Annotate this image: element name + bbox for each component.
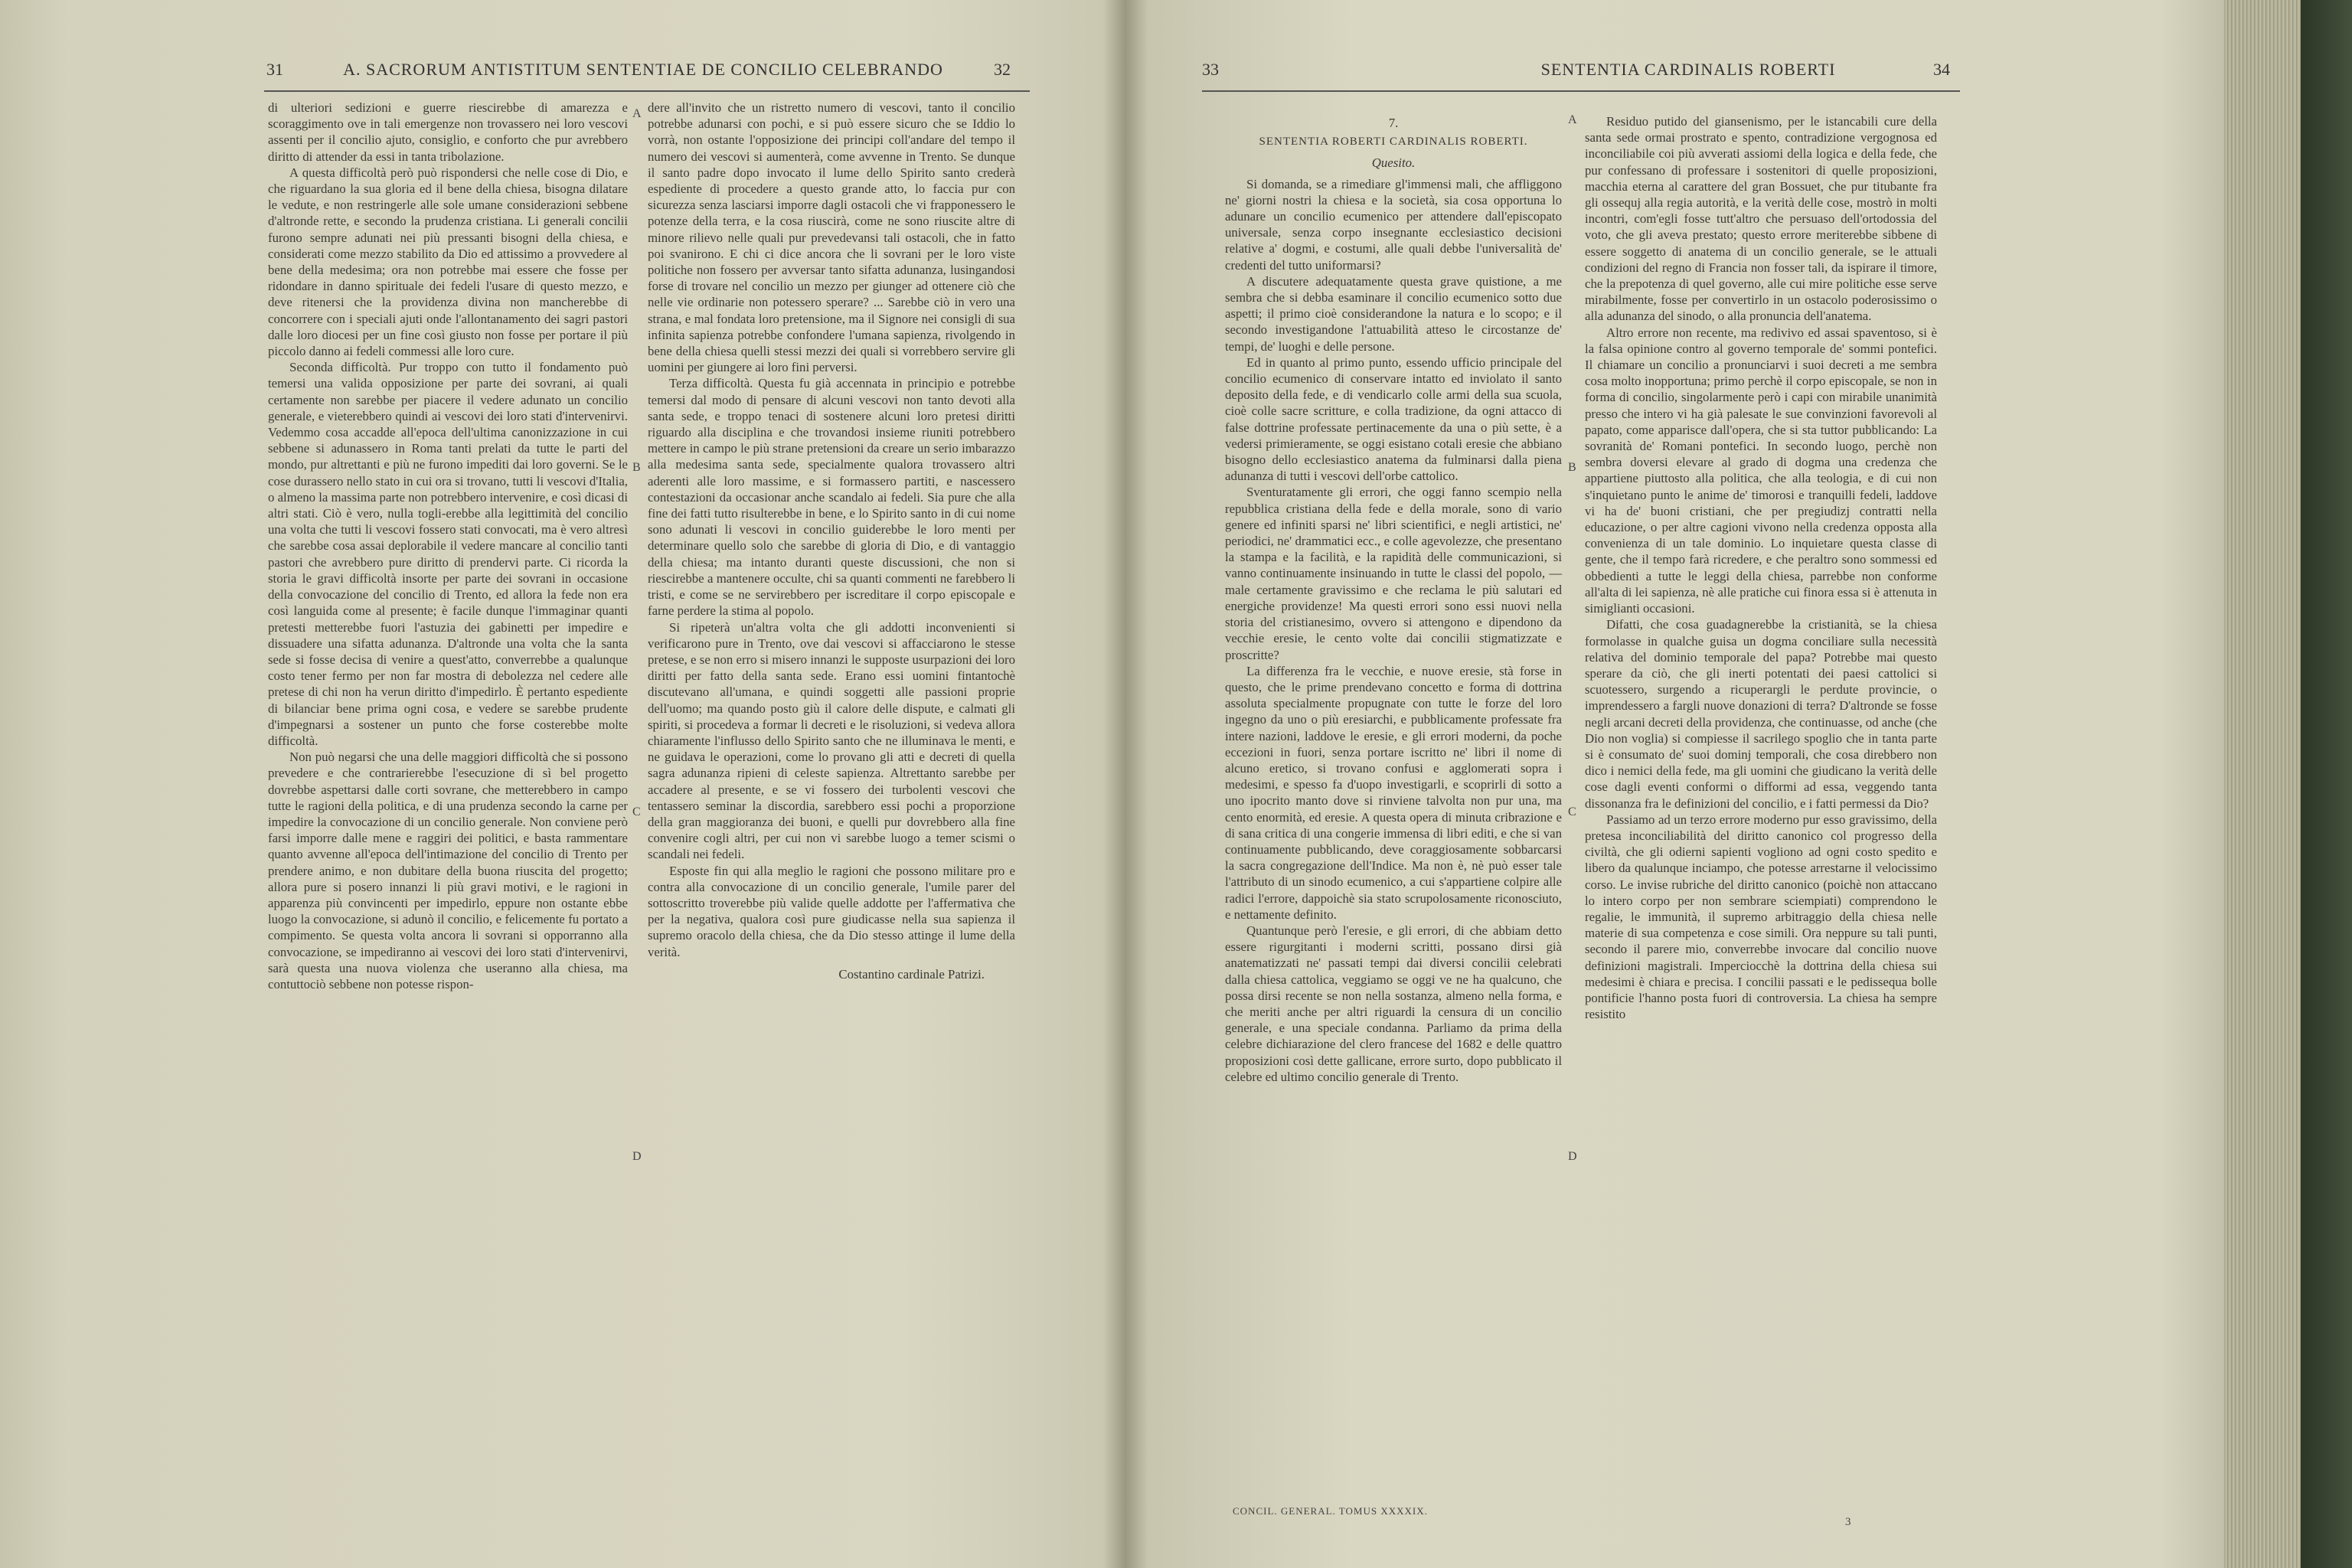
paragraph: Si domanda, se a rimediare gl'immensi mali, che affliggono ne' giorni nostri la chiesa e la società, sia cosa opportuna lo adunare un concilio ecumenico per attendere dall'episcopato universale, senza corpo insegnante ecclesiastico decisioni relative a' dogmi, e costumi, alle quali debbe l'universalità de' credenti del tutto uniformarsi?: [1225, 176, 1562, 273]
margin-letter: C: [632, 805, 641, 818]
header-rule: [264, 90, 1030, 92]
paragraph: Seconda difficoltà. Pur troppo con tutto il fondamento può temersi una valida opposizione per parte dei sovrani, ai quali certamente non sarebbe per piacere il vedere adunato un concilio generale, e vieterebbero quindi ai vescovi dei loro stati d'intervenirvi. Vedemmo cosa accadde all'epoca dell'ultima canonizzazione in cui sebbene si adunassero in Roma tanti prelati da tutte le parti del mondo, pur altrettanti e più ne furono impediti dai loro governi. Se le cose durassero nello stato in cui ora si trovano, tutti li vescovi d'Italia, o almeno la massima parte non potrebbero intervenire, e così dicasi di altri stati. Ciò è vero, nulla togli-erebbe alla legittimità del concilio una volta che tutti li vescovi fossero stati convocati, ma è vero altresì che sarebbe cosa assai deplorabile il vedere mancare al concilio tanti pastori che avrebbero pure diritto di prendervi parte. Ci ricorda la storia le gravi difficoltà insorte per parte dei sovrani in occasione della convocazione del concilio di Trento, ed allora la fede non era così languida come al presente; è facile dunque l'immaginar quanti pretesti metterebbe fuori l'astuzia dei gabinetti per impedire e dissuadere una sifatta adunanza. D'altronde una volta che la santa sede si fosse decisa di venire a quest'atto, converrebbe a qualunque costo tener fermo per non far mostra di debolezza nel cedere alle pretese di chi non ha verun diritto d'impedirlo. È pertanto espediente di bilanciar bene prima ogni cosa, e vedere se sarebbe prudente d'impegnarsi a sostener un punto che forse costerebbe molte difficoltà.: [268, 360, 628, 748]
background-surface: [2301, 0, 2352, 1568]
gathering-number: 3: [1845, 1516, 1852, 1528]
paragraph: Sventuratamente gli errori, che oggi fanno scempio nella repubblica cristiana della fede e della morale, sono di vario genere ed infiniti sparsi ne' libri scientifici, e negli artistici, ne' periodici, ne' drammatici ecc., e colle agevolezze, che presentano la stampa e la facilità, e la rapidità delle communicazioni, si vanno continuamente insinuando in tutte le classi del popolo, — male certamente gravissimo e che reclama le più salutari ed energiche providenze! Ma questi errori sono essi nuovi nella storia del cristianesimo, ovvero si attengono e dipendono da vecchie eresie, le cento volte dai concilii stigmatizzate e proscritte?: [1225, 485, 1562, 662]
footer-signature-mark: CONCIL. GENERAL. TOMUS XXXXIX.: [1233, 1505, 1428, 1517]
signature: Costantino cardinale Patrizi.: [838, 966, 985, 982]
paragraph: A questa difficoltà però può rispondersi che nelle cose di Dio, e che riguardano la sua gloria ed il bene della chiesa, bisogna dilatare le vedute, e non restringerle alle sole umane considerazioni sebbene d'altronde rette, e secondo la prudenza cristiana. Li generali concilii furono sempre adunati nei più pressanti bisogni della chiesa, e considerati come mezzo stabilito da Dio ed attissimo a provvedere al bene della medesima; ora non potrebbe mai essere che fosse per ridondare in danno spirituale dei fedeli l'usare di questo mezzo, e deve ritenersi che la providenza divina non mancherebbe di concorrere con i speciali ajuti onde l'allontanamento dei sagri pastori dalle loro diocesi per un fine così giusto non fosse per portare il più piccolo danno ai fedeli commessi alle loro cure.: [268, 165, 628, 359]
section-number: 7.: [1388, 116, 1399, 130]
paragraph: Difatti, che cosa guadagnerebbe la cristianità, se la chiesa formolasse in qualche guisa un dogma conciliare sulla necessità relativa del dominio temporale del papa? Potrebbe mai questo sperare da ciò, che gli inerti potentati dei paesi cattolici si scuotessero, surgendo a ricuperargli le perdute provincie, o imprendessero a fargli nuove donazioni di terra? D'altronde se fosse negli arcani decreti della providenza, che continuasse, od anche (che Dio non voglia) si compiesse il sacrilego spoglio che in tanta parte si è consumato de' suoi dominj temporali, che cosa direbbero non dico i nemici della fede, ma gli uomini che giudicano la verità delle cose dagli eventi conformi o difformi ad essa, veggendo tanta dissonanza fra le definizioni del concilio, e i fatti permessi da Dio?: [1585, 617, 1937, 811]
paragraph: Terza difficoltà. Questa fu già accennata in principio e potrebbe temersi dal modo di pensare di alcuni vescovi non tanto devoti alla santa sede, e troppo tenaci di sostenere alcuni loro pretesi diritti riguardo alla disciplina e che trovandosi insieme riuniti potrebbero mettere in campo le più strane pretensioni da creare un serio imbarazzo alla medesima santa sede, specialmente qualora trovassero altri aderenti alle loro massime, e si formassero partiti, e nascessero contestazioni da occasionar anche scandalo ai fedeli. Sia pure che alla fine dei fatti tutto risulterebbe in bene, e lo Spirito santo in di cui nome sono adunati li vescovi in concilio guiderebbe le loro menti per determinare quello solo che sarebbe di gloria di Dio, e di vantaggio della chiesa; ma intanto duranti queste discussioni, che non si riescirebbe a mantenere occulte, chi sa quanti commenti ne farebbero li tristi, e come se ne servirebbero per iscreditare il corpo episcopale e farne perdere la stima al popolo.: [648, 376, 1015, 619]
text-column-right: [648, 100, 1015, 982]
page-number: 32: [994, 60, 1011, 79]
text-column-left: [1225, 115, 1562, 1085]
running-title: SENTENTIA CARDINALIS ROBERTI: [1540, 60, 1836, 79]
header-rule: [1202, 90, 1960, 92]
left-page-header: [0, 60, 1102, 90]
paragraph: Non può negarsi che una delle maggiori difficoltà che si possono prevedere e che contrarierebbe l'esecuzione di sì bel progetto dovrebbe aspettarsi dalle corti sovrane, che metterebbero in campo tutte le ragioni della politica, e di una prudenza secondo la carne per impedire la convocazione di un concilio generale. Non conviene però farsi imporre dalle mene e raggiri dei politici, e basta rammentare quanto avvenne all'epoca dell'intimazione del concilio di Trento per prendere animo, e non dubitare della buona riuscita del progetto; allora pure si posero innanzi li più gravi motivi, e le ragioni in apparenza più convincenti per impedirlo, eppure non ostante ebbe luogo la convocazione, si adunò il concilio, e felicemente fu portato a compimento. Se questa volta ancora li sovrani si opporranno alla convocazione, se impediranno ai vescovi dei loro stati d'intervenirvi, sarà questa una nuova violenza che useranno alla chiesa, ma contuttociò sebbene non potesse rispon-: [268, 750, 628, 991]
quaesito-heading: Quesito.: [1371, 155, 1416, 171]
page-number: 33: [1202, 60, 1219, 79]
paragraph: Passiamo ad un terzo errore moderno pur esso gravissimo, della pretesa inconciliabilità del diritto canonico col progresso della civiltà, che gli odierni sapienti vogliono ad ogni costo spedito e libero da qualunque inciampo, che potesse arrestarne il velocissimo corso. Le invise rubriche del diritto canonico (poichè non attaccano lo intero corpo per non sembrare sciempiati) comprendono le regalie, le immunità, il supremo arbitraggio della chiesa nelle materie di sua competenza e cose simili. Ora neppure su tali punti, secondo il parere mio, converrebbe invocare dal concilio nuove definizioni magistrali. Imperciocchè la dottrina della chiesa sui medesimi è chiara e precisa. I concilii passati e le pedissequa bolle pontificie l'hanno posta fuori di controversia. La chiesa ha sempre resistito: [1585, 812, 1937, 1022]
paragraph: Esposte fin qui alla meglio le ragioni che possono militare pro e contra alla convocazione di un concilio generale, l'umile parer del sottoscritto troverebbe più valide quelle addotte per l'affermativa che per la negativa, qualora così pure giudicasse nella sua sapienza il supremo oracolo della chiesa, che da Dio stesso attinge il lume della verità.: [648, 863, 1015, 959]
running-title: A. SACRORUM ANTISTITUM SENTENTIAE DE CONCILIO CELEBRANDO: [343, 60, 943, 79]
margin-letter: B: [1568, 461, 1576, 474]
paragraph: A discutere adequatamente questa grave quistione, a me sembra che si debba esaminare il concilio ecumenico sotto due aspetti; il primo cioè considerandone la natura e lo scopo; e il secondo investigandone l'attuabilità atteso le circostanze de' tempi, de' luoghi e delle persone.: [1225, 273, 1562, 354]
margin-letter: D: [632, 1150, 642, 1163]
text-column-right: [1585, 113, 1937, 1022]
paragraph: Ed in quanto al primo punto, essendo ufficio principale del concilio ecumenico di conservare intatto ed inviolato il santo deposito della fede, e di vendicarlo colle armi della sua scuola, cioè colle sacre scritture, e colla tradizione, da ogni attacco di false dottrine professate pertinacemente da una o più sette, è a vedersi primieramente, se oggi esistano cotali eresie che abbiano bisogno dello ecclesiastico anatema da fulminarsi dalla piena adunanza di tutti i vescovi dell'orbe cattolico.: [1225, 354, 1562, 484]
paragraph: Residuo putido del giansenismo, per le istancabili cure della santa sede ormai prostrato e spento, contradizione vergognosa ed inconciliabile coi più avverati assiomi della logica e della fede, che pur confessano di professare i sostenitori di quelle proposizioni, macchia eterna al carattere del gran Bossuet, che pur titubante fra gli ossequj alla regia autorità, e la verità delle cose, mostrò in molti incontri, com'egli fosse tutt'altro che persuaso dell'ortodossia del voto, che gli aveva prestato; questo errore meriterebbe sibbene di essere soggetto di anatema di un concilio generale, se le attuali condizioni del regno di Francia non fosser tali, da ispirare il timore, che la prepotenza di quel governo, alle cui mire politiche esse serve mirabilmente, fosse per convertirlo in un ostacolo poderosissimo o alla adunanza del sinodo, o alla pronuncia dell'anatema.: [1585, 114, 1937, 324]
page-number: 34: [1933, 60, 1950, 79]
left-page: [0, 0, 1102, 1568]
paragraph: Quantunque però l'eresie, e gli errori, di che abbiam detto essere rigurgitanti i moderni scritti, possano dirsi già anatematizzati ne' passati tempi dai diversi concilii celebrati dalla chiesa cattolica, veggiamo se oggi ve ne ha qualcuno, che possa dirsi recente se non nella sostanza, almeno nella forma, e che meriti anche per altri riguardi la censura di un concilio generale, e una speciale condanna. Parliamo da prima della celebre dichiarazione del clero francese del 1682 e delle quattro proposizioni così dette gallicane, errore surto, dopo pubblicato il celebre ed ultimo concilio generale di Trento.: [1225, 923, 1562, 1084]
right-page-header: [1148, 60, 2228, 90]
margin-letter: C: [1568, 805, 1576, 818]
right-page: [1148, 0, 2228, 1568]
paragraph: Si ripeterà un'altra volta che gli addotti inconvenienti si verificarono pure in Trento, ove dai vescovi si affacciarono le stesse pretese, e se non erro si misero innanzi le supposte usurpazioni dei loro diritti per fatto della santa sede. Erano essi uomini fintantochè discutevano all'umana, e quindi soggetti alle passioni proprie dell'uomo; ma quando posto giù il calore delle dispute, e calmati gli spiriti, si procedeva a formar li decreti e le risoluzioni, si vedeva allora chiaramente l'influsso dello Spirito santo che ne illuminava le menti, e ne guidava le operazioni, come lo provano gli atti e decreti di quella sagra adunanza ripieni di celeste sapienza. Altrettanto sarebbe per accadere al presente, e se vi fossero dei turbolenti vescovi che tentassero seminar la discordia, sarebbero essi pochi a proporzione della gran maggioranza dei buoni, e quelli pur dovrebbero alla fine convenire cogli altri, per cui non vi sarebbe luogo a temer scismi o scandali nei fedeli.: [648, 619, 1015, 862]
paragraph: La differenza fra le vecchie, e nuove eresie, stà forse in questo, che le prime prendevano concetto e forma di dottrina assoluta specialmente propugnate con tutte le forze del loro ingegno da uno o più eresiarchi, e pubblicamente professate fra intere nazioni, laddove le eresie, e gli errori moderni, da poche eccezioni in fuori, senza portare iscritto ne' libri il nome di alcuno eretico, si trovano confusi e agglomerati sopra i medesimi, e spesso fa d'uopo investigarli, e scoprirli di sotto a uno ipocrito manto dove si rinviene talvolta non pur una, ma cento enormità, ed eresie. A questa opera di minuta cribrazione e di sana critica di una congerie immensa di libri editi, e che si van continuamente pubblicando, deve coraggiosamente sobbarcarsi la sacra congregazione dell'Indice. Ma non è, nè può esser tale l'attributo di un sinodo ecumenico, a cui s'appartiene colpire alle radici l'errore, dappoichè sia stato scrupolosamente riconosciuto, e nettamente definito.: [1225, 663, 1562, 922]
paragraph: di ulteriori sedizioni e guerre riescirebbe di amarezza e scoraggimento ove in tali emergenze non trovassero nei loro vescovi assenti per il concilio ajuto, consiglio, e conforto che pur avrebbero diritto di attender da essi in tanta tribolazione.: [268, 100, 628, 164]
margin-letter: A: [632, 107, 642, 120]
paragraph: Altro errore non recente, ma redivivo ed assai spaventoso, si è la falsa opinione contro al governo temporale de' sommi pontefici. Il chiamare un concilio a pronunciarvi i suoi decreti a me sembra cosa molto inopportuna; primo perchè il corpo episcopale, se non in forma di concilio, singolarmente però i capi con mirabile unanimità presso che intero vi ha già palesate le sue convinzioni favorevoli al papato, come apparisce dall'opera, che si sta tuttor pubblicando: La sovranità de' Romani pontefici. In secondo luogo, perchè non sembra doversi elevare al grado di dogma una credenza che appartiene piuttosto alla politica, che alla teologia, e di cui non s'inquietano punto le anime de' timorosi e tranquilli fedeli, laddove vi ha de' buoni cristiani, che per pregiudizj contratti nella educazione, o per altre cagioni vivono nella credenza opposta alla convenienza di un tale dominio. Lo inquietare questa classe di gente, che il tempo farà ricredere, e che peraltro sono sommessi ed obbedienti a tutte le leggi della chiesa, parrebbe non conforme all'alta di lei sapienza, nè alle pratiche cui finora essa si è attenuta in simiglianti occasioni.: [1585, 325, 1937, 616]
text-column-left: [268, 100, 628, 992]
margin-letter: D: [1568, 1150, 1577, 1163]
margin-letter: A: [1568, 113, 1577, 126]
margin-letter: B: [632, 461, 641, 474]
book-page-edges: [2224, 0, 2301, 1568]
page-number: 31: [266, 60, 283, 79]
paragraph: dere all'invito che un ristretto numero di vescovi, tanto il concilio potrebbe adunarsi con pochi, e si può essere sicuro che se Iddio lo vorrà, non ostante l'opposizione dei principi coll'andare del tempo il numero dei vescovi si aumenterà, come avvenne in Trento. Se dunque il santo padre dopo invocato il lume dello Spirito santo crederà espediente di procedere a questo grande atto, lo faccia pur con sicurezza senza lasciarsi imporre dagli ostacoli che vi frapponessero le potenze della terra, e la cosa riuscirà, come ne sono riuscite altre di minore rilievo nelle quali pur prevedevansi tali ostacoli, che in fatto poi svanirono. E chi ci dice ancora che li sovrani per le loro viste politiche non fossero per avversar tanto sifatta adunanza, lusingandosi forse di trovare nel concilio un mezzo per giunger ad ottenere ciò che nelle vie ordinarie non potessero sperare? ... Sarebbe ciò in vero una strana, e mal fondata loro pretensione, ma il Signore nei consigli di sua infinita sapienza potrebbe confondere l'umana sapienza, rivolgendo in bene della chiesa quelli stessi mezzi dei quali si vorrebbero servire gli uomini per giungere ai loro fini perversi.: [648, 100, 1015, 375]
section-title: SENTENTIA ROBERTI CARDINALIS ROBERTI.: [1259, 136, 1528, 149]
